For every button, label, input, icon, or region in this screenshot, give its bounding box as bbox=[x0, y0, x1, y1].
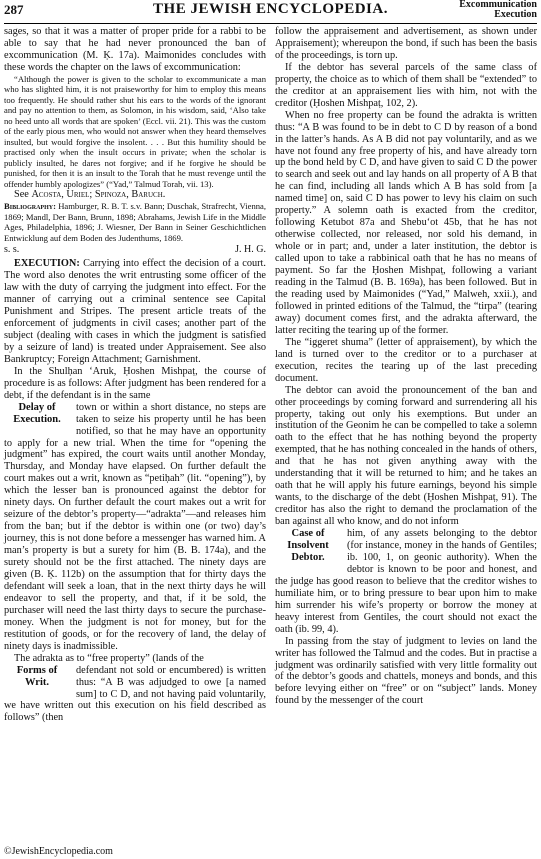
signature-class: s. s. bbox=[4, 244, 20, 256]
paragraph: sages, so that it was a matter of proper pride for a rabbi to be able to say that he had never pronounced the ban of excommunication (M. Ḳ. 17a). Maimonides concludes with these words the chapter on the laws of excommunication: bbox=[4, 26, 266, 73]
paragraph bbox=[4, 258, 266, 366]
signature-line bbox=[4, 244, 266, 256]
bibliography-label: Bibliography: bbox=[4, 201, 56, 212]
see-also bbox=[4, 189, 266, 201]
page-header bbox=[4, 0, 537, 22]
article-intro: Carrying into effect the decision of a court. The word also denotes the writ entrusting some officer of the law with the duty of carrying the judgment into effect. For the manner of carrying out a criminal sentence see Capital Punishment and Stripes. The present article treats of the enforcement of judgments in civil cases; another part of the subject (dealing with cases in which the judgment is satisfied by a seizure of land) is treated under Appraisement. See also Bankruptcy; Foreign Attachment; Garnishment. bbox=[4, 258, 266, 365]
paragraph: If the debtor has several parcels of the same class of property, the choice as to which of them shall be “extended” to the creditor at an appraisement lies with him, not with the creditor (Ḥoshen Mishpaṭ, 102, 2). bbox=[275, 61, 537, 109]
margin-note: Case of Insolvent Debtor. bbox=[287, 528, 329, 564]
paragraph: The debtor can avoid the pronouncement of the ban and other proceedings by coming forward and surrendering all his property, taking out only his exemptions. But under an institution of the Geonim he can be compelled to take a solemn oath to the effect that he has nothing beyond the property exempted, that he has nothing concealed in the hands of others, and that he has not given anything away with the understanding that it will be returned to him; and he takes an oath that he will apply his future earnings, beyond his simple wants, to the discharge of the debt (Ḥoshen Mishpaṭ, 91). The creditor has also the right to demand the proclamation of the ban against all who know, and do not inform bbox=[275, 384, 537, 528]
left-column bbox=[4, 26, 266, 724]
paragraph: him, of any assets belonging to the debtor (for instance, money in the hands of Gentiles; ib. 100, 1, on geonic authority). When the debtor is known to be poor and honest, and the judge has good reason to believe that the creditor wishes to humiliate him, or to bring pressure to bear upon him to make him surrender his wife’s property or borrow the money at heavy interest from Gentiles, the court should not exact the oath (ib. 99, 4). bbox=[275, 528, 537, 635]
header-rule bbox=[4, 23, 537, 24]
paragraph: The “iggeret shuma” (letter of appraisement), by which the land is turned over to the creditor or to a purchaser at execution, recites the tearing up of the last preceding document. bbox=[275, 336, 537, 384]
running-title bbox=[459, 0, 537, 20]
margin-note: Forms of Writ. bbox=[16, 664, 58, 688]
article-headword: EXECUTION: bbox=[14, 258, 80, 270]
paragraph: In the Shulḥan ‘Aruk, Ḥoshen Mishpaṭ, the course of procedure is as follows: After judgment has been rendered for a debt, if the defendant is in the same bbox=[4, 365, 266, 401]
see-also-links: Acosta, Uriel; Spinoza, Baruch. bbox=[31, 189, 166, 201]
block-quote: “Although the power is given to the scholar to excommunicate a man who has slighted him, it is not praiseworthy for him to employ this means too frequently. He should rather shut his ears to the words of the ignorant and pay no attention to them, as Solomon, in his wisdom, said, ‘Also take no heed unto all words that are spoken’ (Eccl. vii. 21). This was the custom of the early pious men, who would not answer when they heard themselves insulted, but would forgive the insolent. . . . But this humility should be practised only when the insult occurs in private; when the scholar is publicly insulted, he dares not forgive; and if he forgive he should be punished, for then it is an insult to the Torah that he must revenge until the offender humbly apologizes” (“Yad,” Talmud Torah, vii. 13). bbox=[4, 73, 266, 189]
paragraph: defendant not sold or encumbered) is written thus: “A B was adjudged to owe [a named sum] to C D, and not having paid voluntarily, we have written out this execution on his field described as follows” (then bbox=[4, 664, 266, 724]
paragraph: When no free property can be found the adrakta is written thus: “A B was found to be in debt to C D by reason of a bond in the latter’s hands. As A B did not pay voluntarily, and as we have not found any free property of his, and have already torn up the bond held by C D, and have given to said C D the power to search and seek out and lay hands on all property of A B that he can find, including all lands which A B has sold from [a named time] on, said C D has power to levy his claim on such property.” A solemn oath is exacted from the creditor, following Ketubot 87a and Shebu‘ot 45b, that he has not otherwise collected, nor released, nor sold his demand, in whole or in part; and, under a later institution, the debtor is called upon to take a rabbinical oath that he has no means of payment. So far the Ḥoshen Mishpaṭ, following a variant reading in the Talmud (B. B. 169a), has been followed. But in the reading used by Maimonides (“Yad,” Malweh, xxii.), and followed in printed editions of the Talmud, the “tirpa” (tearing away) document comes first, and the adrakta afterward, the latter reciting the tearing up of the former. bbox=[275, 109, 537, 336]
page-number: 287 bbox=[4, 2, 24, 17]
paragraph: In passing from the stay of judgment to levies on land the writer has followed the Talmud and the codes. But in practise a judgment was ordinarily satisfied with very little formality out of the debtor’s goods and chattels, moneys and bonds, and this before levying either on “free” or on “subject” lands. Money found by the messenger of the court bbox=[275, 635, 537, 707]
see-also-label: See bbox=[14, 189, 29, 201]
right-column bbox=[275, 26, 537, 707]
paragraph: follow the appraisement and advertisement, as shown under Appraisement); whereupon the bond, if such has been the basis of the proceedings, is torn up. bbox=[275, 26, 537, 61]
bibliography bbox=[4, 201, 266, 243]
signature-author: J. H. G. bbox=[235, 244, 266, 256]
bibliography-text: Hamburger, R. B. T. s.v. Bann; Duschak, Strafrecht, Vienna, 1869; Mandl, Der Bann, Brunn, 1898; Abrahams, Jewish Life in the Middle Ages, Philadelphia, 1896; J. Wiesner, Der Bann in Seiner Geschichtlichen Entwicklung auf dem Boden des Judenthums, 1869. bbox=[4, 201, 266, 243]
footer-credit: ©JewishEncyclopedia.com bbox=[4, 846, 113, 857]
paragraph: town or within a short distance, no steps are taken to seize his property until he has been notified, so that he may have an opportunity to apply for a new trial. When the time for “opening the judgment” has expired, the court waits until another Monday, Thursday, and Monday have elapsed. On further default the court makes out a writ, known as “petiḥah” (lit. “opening”), by which the lesser ban is pronounced against the debtor for ninety days. On further default the court makes out a writ for seizure of the debtor’s property—“adrakta”—and releases him from the ban; but if the debtor is within one (or two) day’s journey, this is not done before a messenger has warned him. A man’s property is but a surety for him (B. B. 174a), and the surety should not be the first attached. The ninety days are given (B. Ḳ. 112b) on the assumption that for thirty days the defendant will seek a loan, that in the next thirty days he will endeavor to sell the property, and that, if it be sold, the purchaser will need the last thirty days to secure the purchase-money. When the judgment is not for money, but for the restitution of goods, or for the recovery of land, the delay of ninety days is inadmissible. bbox=[4, 401, 266, 652]
running-title-line-2: Execution bbox=[494, 9, 537, 20]
paragraph: The adrakta as to “free property” (lands of the bbox=[14, 652, 204, 664]
margin-note: Delay of Execution. bbox=[13, 401, 61, 425]
running-title-line-1: Excommunication bbox=[459, 0, 537, 10]
journal-title: THE JEWISH ENCYCLOPEDIA. bbox=[153, 1, 388, 17]
